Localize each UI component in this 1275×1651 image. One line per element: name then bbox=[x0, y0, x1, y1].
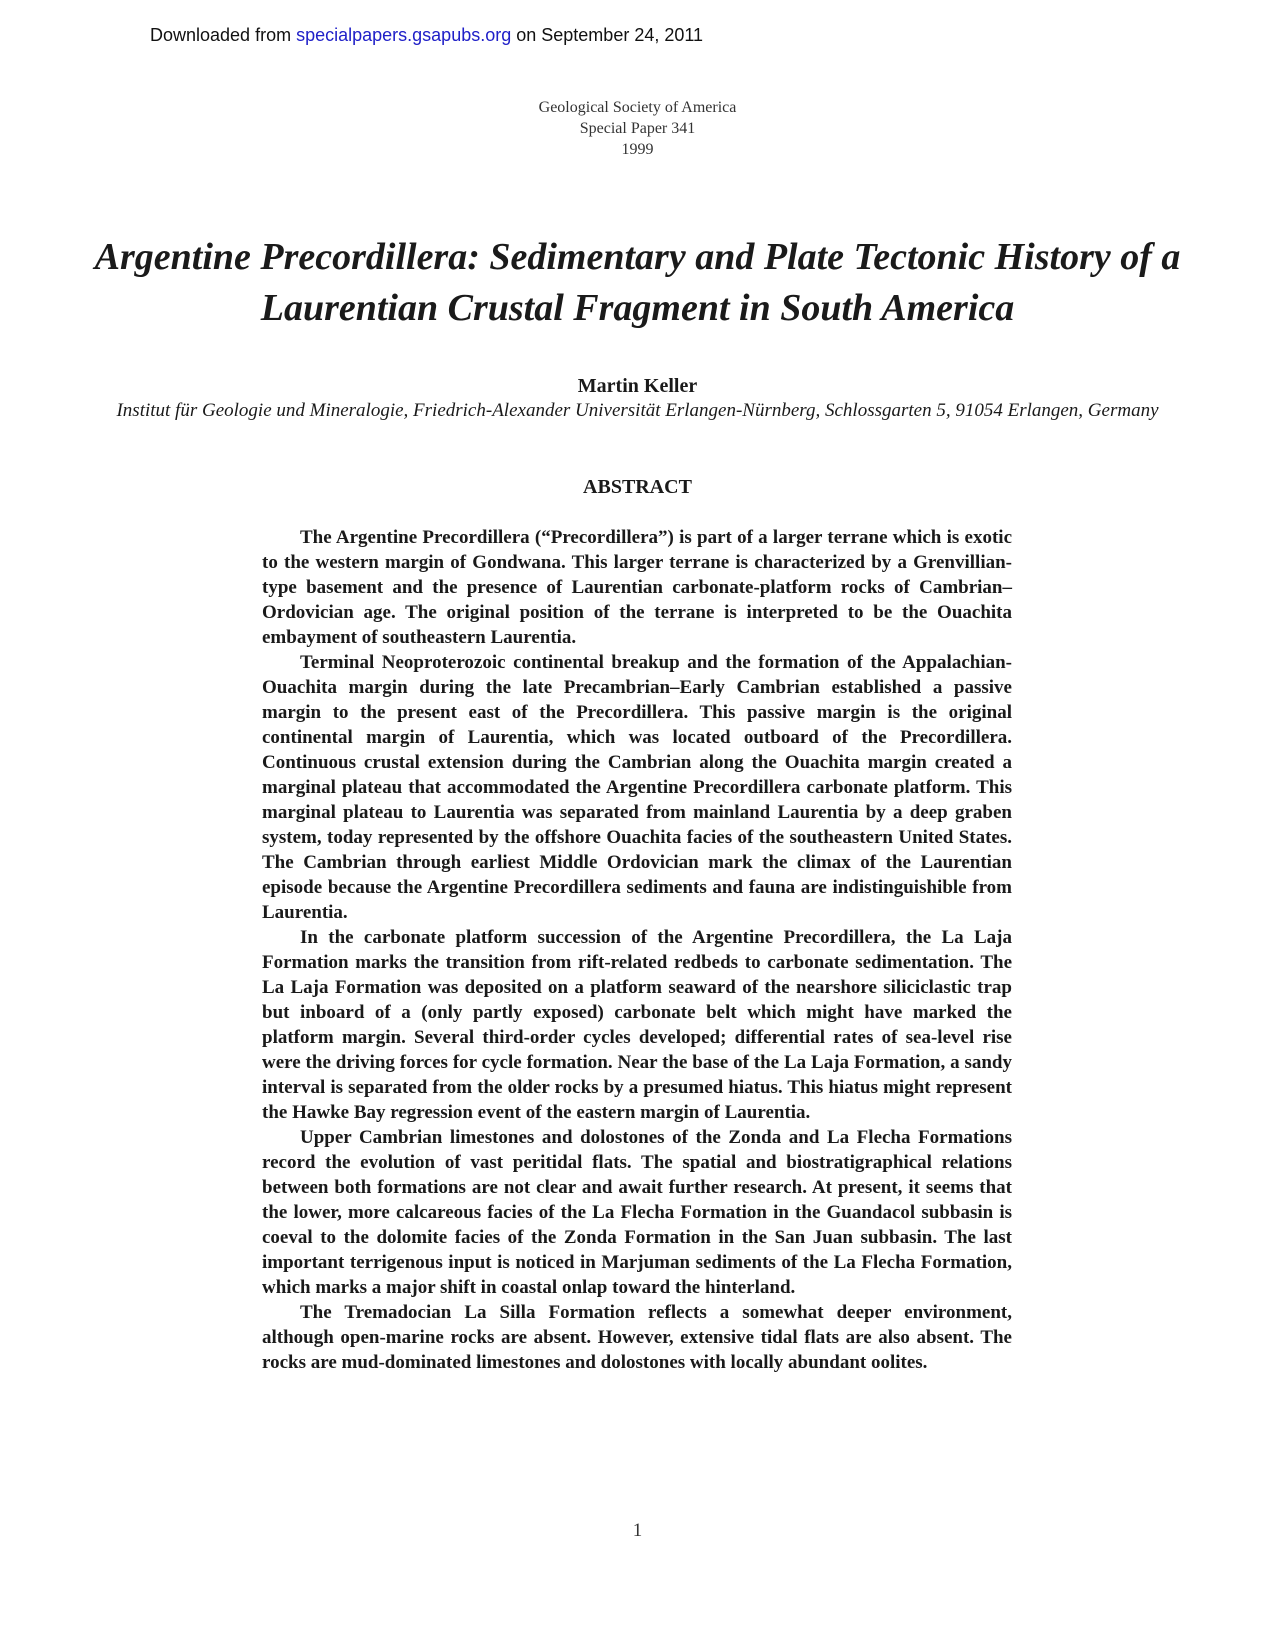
journal-society: Geological Society of America bbox=[538, 99, 737, 116]
abstract-paragraph: Terminal Neoproterozoic continental breakup and the formation of the Appalachian-Ouachita margin during the late Precambrian–Early Cambrian established a passive margin to the present east of the Precordillera. This passive margin is the original continental margin of Laurentia, which was located outboard of the Precordillera. Continuous crustal extension during the Cambrian along the Ouachita margin created a marginal plateau that accommodated the Argentine Precordillera carbonate platform. This marginal plateau to Laurentia was separated from mainland Laurentia by a deep graben system, today represented by the offshore Ouachita facies of the southeastern United States. The Cambrian through earliest Middle Ordovician mark the climax of the Laurentian episode because the Argentine Precordillera sediments and fauna are indistinguishible from Laurentia. bbox=[262, 652, 1012, 923]
abstract-body bbox=[262, 525, 1012, 1375]
download-notice bbox=[150, 25, 703, 46]
page-number: 1 bbox=[632, 1520, 643, 1541]
abstract-paragraph: The Tremadocian La Silla Formation reflects a somewhat deeper environment, although open-marine rocks are absent. However, extensive tidal flats are also absent. The rocks are mud-dominated limestones and dolostones with locally abundant oolites. bbox=[262, 1302, 1012, 1373]
abstract-paragraph: In the carbonate platform succession of the Argentine Precordillera, the La Laja Formation marks the transition from rift-related redbeds to carbonate sedimentation. The La Laja Formation was deposited on a platform seaward of the nearshore siliciclastic trap but inboard of a (only partly exposed) carbonate belt which might have marked the platform margin. Several third-order cycles developed; differential rates of sea-level rise were the driving forces for cycle formation. Near the base of the La Laja Formation, a sandy interval is separated from the older rocks by a presumed hiatus. This hiatus might represent the Hawke Bay regression event of the eastern margin of Laurentia. bbox=[262, 927, 1012, 1123]
download-date: on September 24, 2011 bbox=[516, 25, 704, 45]
paper-title: Argentine Precordillera: Sedimentary and Plate Tectonic History of a Laurentian Crustal Fragment in South America bbox=[94, 236, 1181, 329]
download-prefix: Downloaded from bbox=[150, 25, 292, 45]
journal-info bbox=[0, 97, 1275, 160]
journal-series: Special Paper 341 bbox=[579, 120, 696, 137]
abstract-paragraph: Upper Cambrian limestones and dolostones of the Zonda and La Flecha Formations record the evolution of vast peritidal flats. The spatial and biostratigraphical relations between both formations are not clear and await further research. At present, it seems that the lower, more calcareous facies of the La Flecha Formation in the Guandacol subbasin is coeval to the dolomite facies of the Zonda Formation in the San Juan subbasin. The last important terrigenous input is noticed in Marjuman sediments of the La Flecha Formation, which marks a major shift in coastal onlap toward the hinterland. bbox=[262, 1127, 1012, 1298]
author-name: Martin Keller bbox=[577, 375, 698, 397]
abstract-heading: ABSTRACT bbox=[583, 476, 692, 498]
author-affiliation: Institut für Geologie und Mineralogie, Friedrich-Alexander Universität Erlangen-Nürnberg, Schlossgarten 5, 91054 Erlangen, Germany bbox=[116, 400, 1159, 421]
download-source-link[interactable]: specialpapers.gsapubs.org bbox=[296, 25, 512, 45]
journal-year: 1999 bbox=[621, 141, 654, 158]
abstract-paragraph: The Argentine Precordillera (“Precordillera”) is part of a larger terrane which is exotic to the western margin of Gondwana. This larger terrane is characterized by a Grenvillian-type basement and the presence of Laurentian carbonate-platform rocks of Cambrian–Ordovician age. The original position of the terrane is interpreted to be the Ouachita embayment of southeastern Laurentia. bbox=[262, 527, 1012, 648]
